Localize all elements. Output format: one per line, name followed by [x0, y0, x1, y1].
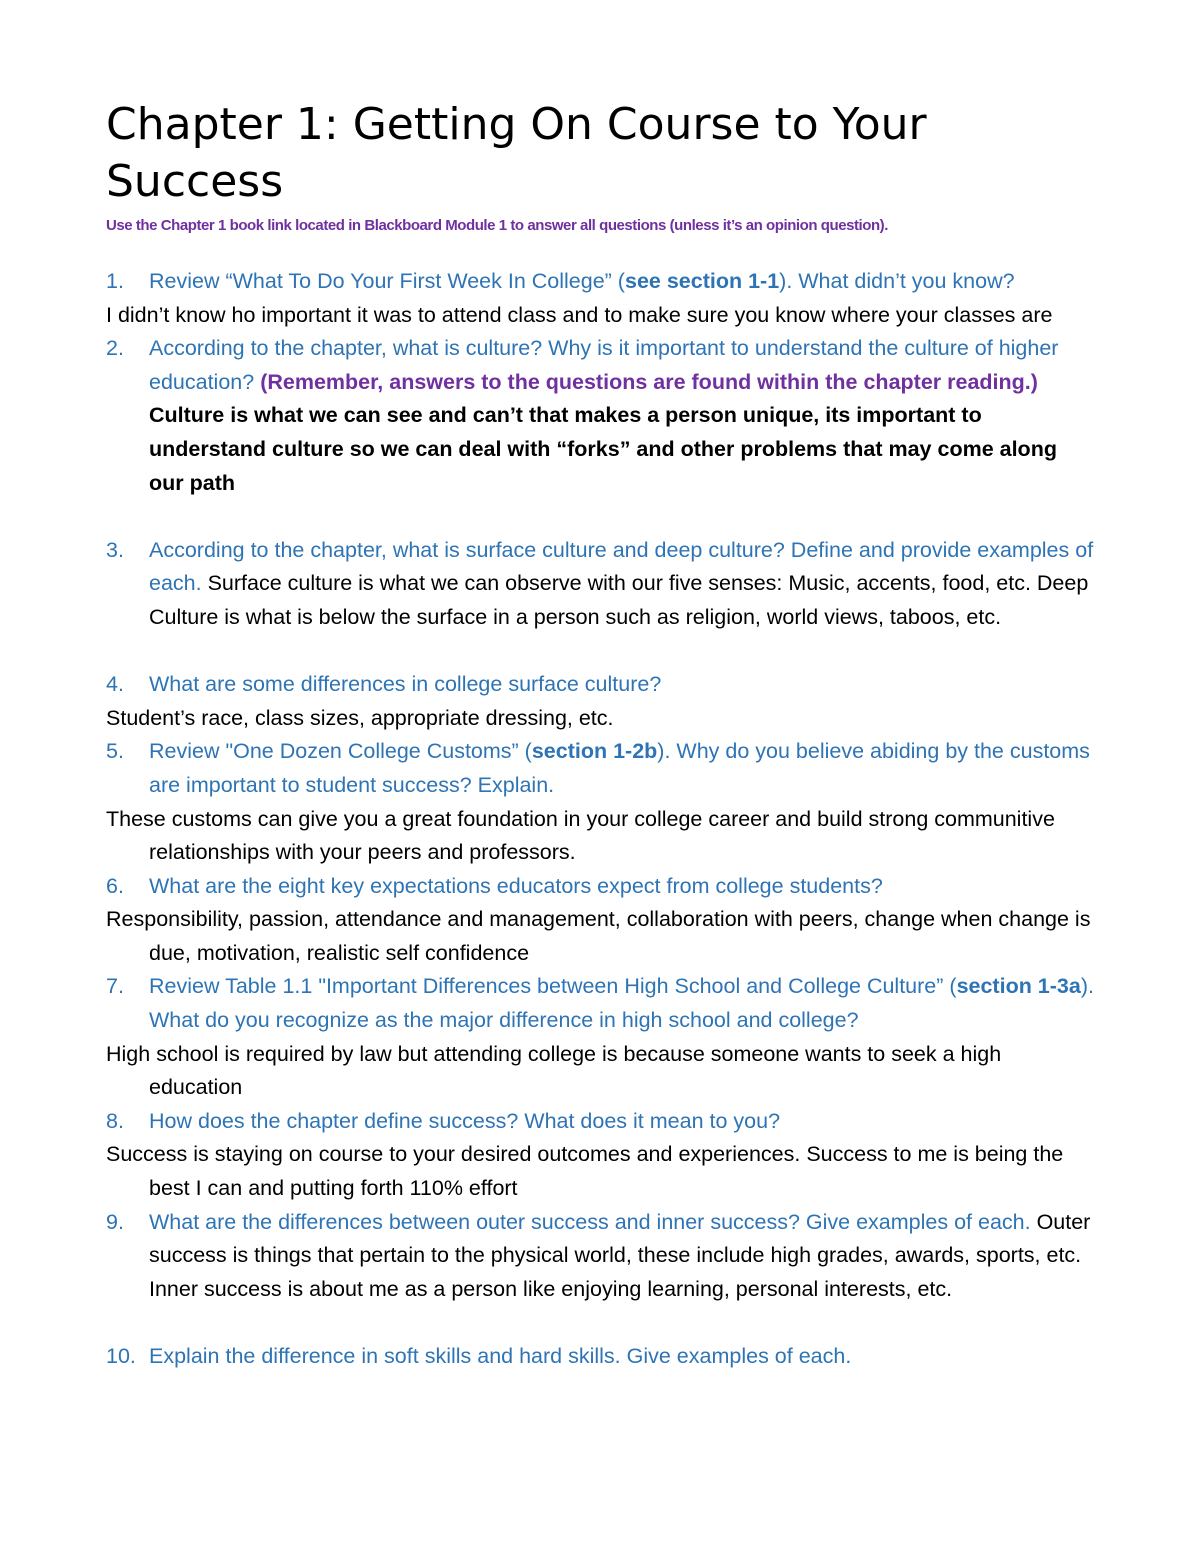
blank-line: [106, 500, 1096, 534]
answer-8: Success is staying on course to your desired outcomes and experiences. Success to me is being the best I can and putting forth 110% effort: [106, 1142, 1064, 1201]
question-text: What are the eight key expectations educators expect from college students?: [149, 873, 883, 898]
question-text: According to the chapter, what is culture? Why is it important to understand the culture of higher education?: [149, 336, 1059, 394]
question-text: Review Table 1.1 "Important Differences between High School and College Culture” (: [149, 974, 957, 999]
question-1: [106, 265, 1096, 299]
reminder-note: (Remember, answers to the questions are found within the chapter reading.): [260, 369, 1038, 394]
answer-4: Student’s race, class sizes, appropriate dressing, etc.: [106, 705, 614, 730]
question-text: Review "One Dozen College Customs” (: [149, 739, 532, 764]
answer-7: High school is required by law but attending college is because someone wants to seek a high education: [106, 1041, 1002, 1100]
question-5: [106, 735, 1096, 802]
instructions: Use the Chapter 1 book link located in Blackboard Module 1 to answer all questions (unless it’s an opinion question).: [106, 217, 888, 234]
blank-line: [106, 1306, 1096, 1340]
question-text: How does the chapter define success? What does it mean to you?: [149, 1108, 781, 1133]
question-text: According to the chapter, what is surface culture and deep culture? Define and provide examples of each.: [149, 537, 1094, 596]
question-number: 9.: [106, 1209, 124, 1234]
question-text: ). What didn’t you know?: [779, 269, 1015, 293]
question-text: What are some differences in college surface culture?: [149, 672, 662, 697]
question-number: 2.: [106, 336, 124, 361]
answer-1: I didn’t know ho important it was to attend class and to make sure you know where your classes are: [106, 302, 1053, 327]
question-list: [106, 265, 1096, 1374]
question-9: [106, 1206, 1096, 1307]
question-text: ). Why do you believe abiding by the customs are important to student success? Explain.: [149, 739, 1090, 797]
document-page: [106, 96, 1096, 1374]
blank-line: [106, 635, 1096, 669]
question-text: Review “What To Do Your First Week In College” (: [149, 269, 625, 293]
question-3: [106, 534, 1096, 635]
section-reference: section 1-2b: [531, 739, 658, 764]
answer-5: These customs can give you a great foundation in your college career and build strong communitive relationships with your peers and professors.: [106, 806, 1055, 865]
question-8: [106, 1105, 1096, 1139]
page-title: Chapter 1: Getting On Course to Your Success: [106, 99, 927, 207]
question-number: 7.: [106, 974, 124, 999]
answer-6: Responsibility, passion, attendance and management, collaboration with peers, change when change is due, motivation, realistic self confidence: [106, 907, 1091, 965]
question-7: [106, 970, 1096, 1037]
question-number: 8.: [106, 1108, 124, 1133]
section-reference: section 1-3a: [956, 974, 1081, 999]
question-number: 5.: [106, 739, 124, 764]
question-2: [106, 332, 1096, 500]
answer-2: Culture is what we can see and can’t that makes a person unique, its important to understand culture so we can deal with “forks” and other problems that may come along our path: [149, 403, 1057, 495]
question-number: 6.: [106, 873, 124, 898]
answer-9: Outer success is things that pertain to the physical world, these include high grades, awards, sports, etc. Inner success is about me as a person like enjoying learning, personal interests, etc.: [149, 1209, 1091, 1301]
section-reference: see section 1-1: [624, 269, 780, 293]
question-number: 10.: [106, 1344, 136, 1368]
question-10: [106, 1340, 1096, 1374]
question-number: 3.: [106, 537, 124, 562]
question-6: [106, 870, 1096, 904]
question-text: What are the differences between outer success and inner success? Give examples of each.: [149, 1209, 1031, 1234]
answer-3: Surface culture is what we can observe with our five senses: Music, accents, food, etc. Deep Culture is what is below the surface in a person such as religion, world views, taboos, etc.: [149, 571, 1089, 629]
question-number: 4.: [106, 672, 124, 697]
question-number: 1.: [106, 269, 124, 293]
question-text: Explain the difference in soft skills and hard skills. Give examples of each.: [149, 1344, 852, 1368]
question-text: ). What do you recognize as the major difference in high school and college?: [149, 974, 1094, 1033]
question-4: [106, 668, 1096, 702]
